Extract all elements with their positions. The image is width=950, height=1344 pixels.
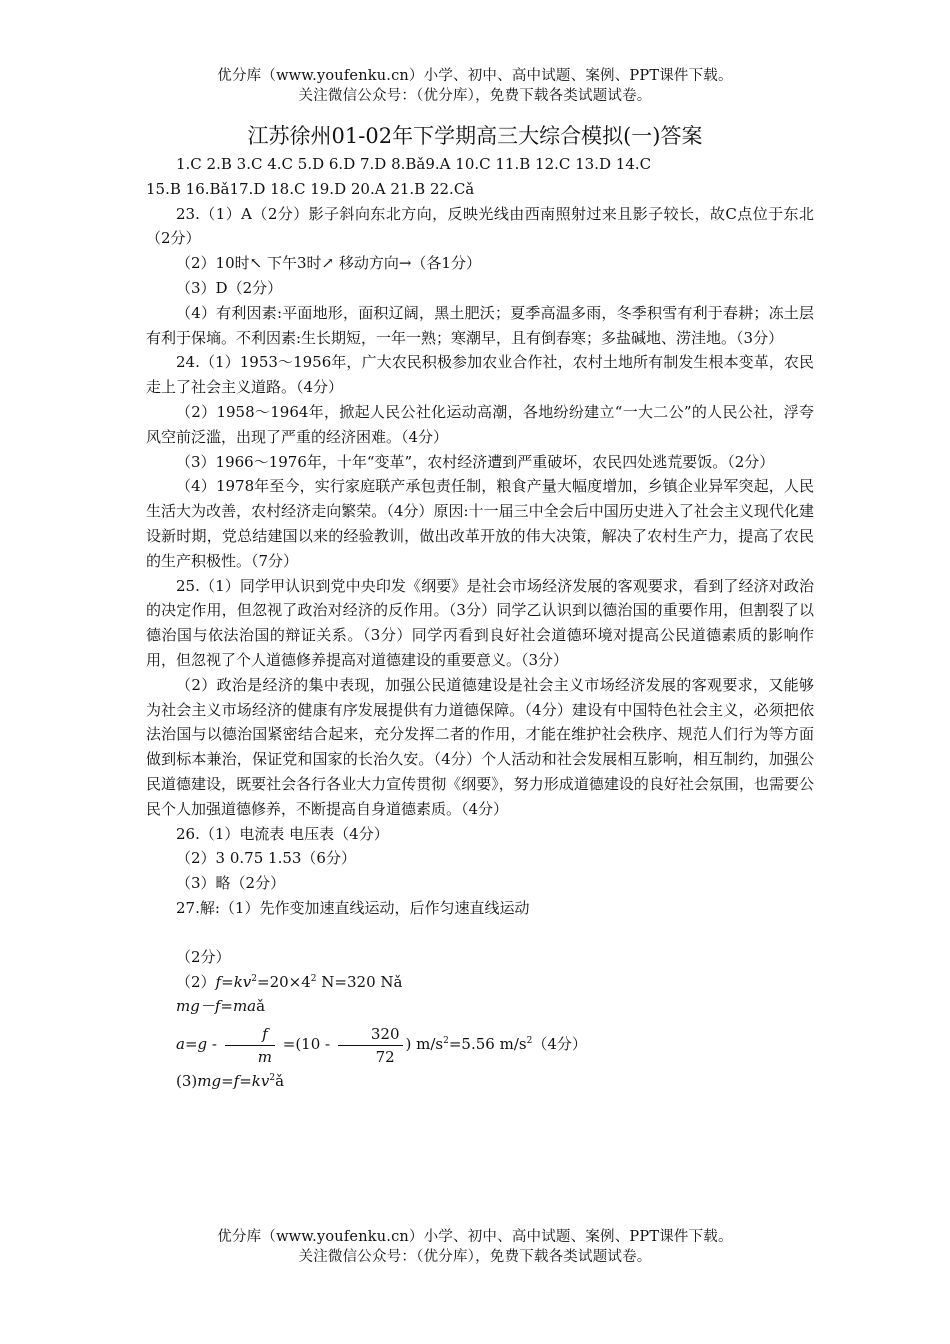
spacer: [146, 921, 814, 945]
footer-line-2: 关注微信公众号：（优分库），免费下载各类试题试卷。: [298, 1249, 652, 1265]
minus: -: [207, 1035, 222, 1054]
exponent: 2: [251, 973, 257, 984]
denominator: 72: [375, 1047, 395, 1066]
q26-part2: （2）3 0.75 1.53（6分）: [176, 849, 356, 868]
q27-formula-5: [146, 1069, 814, 1094]
score: （4分）: [532, 1035, 587, 1054]
q24-part2: （2）1958～1964年，掀起人民公社化运动高潮，各地纷纷建立“一大二公”的人民公社，浮夸风空前泛滥，出现了严重的经济困难。（4分）: [146, 402, 814, 446]
footer-line-1: 优分库（www.youfenku.cn）小学、初中、高中试题、案例、PPT课件下载。: [217, 1229, 733, 1245]
page-header: [0, 66, 950, 106]
q25-part1: 25.（1）同学甲认识到党中央印发《纲要》是社会市场经济发展的客观要求，看到了经济对政治的决定作用，但忽视了政治对经济的反作用。（3分）同学乙认识到以德治国的重要作用，但割裂了以德治国与依法治国的辩证关系。（3分）同学丙看到良好社会道德环境对提高公民道德素质的影响作用，但忽视了个人道德修养提高对道德建设的重要意义。（3分）: [146, 576, 814, 669]
formula-tail: ǎ: [256, 997, 266, 1016]
q26-part3: （3）略（2分）: [176, 874, 286, 893]
header-line-1: 优分库（www.youfenku.cn）小学、初中、高中试题、案例、PPT课件下载。: [217, 68, 733, 84]
formula-tail: ǎ: [275, 1072, 285, 1091]
exponent: 2: [443, 1036, 449, 1047]
q23-part2: （2）10时↖ 下午3时↗ 移动方向→（各1分）: [176, 254, 481, 273]
q23-part4: （4）有利因素:平面地形，面积辽阔，黑土肥沃；夏季高温多雨，冬季积雪有利于春耕；冻土层有利于保墒。不利因素:生长期短，一年一熟；寒潮早，且有倒春寒；多盐碱地、涝洼地。（3分）: [146, 303, 814, 347]
q24-part3: （3）1966～1976年，十年“变革”，农村经济遭到严重破坏，农民四处逃荒要饭。（2分）: [176, 452, 775, 471]
q25-part2: （2）政治是经济的集中表现，加强公民道德建设是社会主义市场经济发展的客观要求，又能够为社会主义市场经济的健康有序发展提供有力道德保障。（4分）建设有中国特色社会主义，必须把依法治国与以德治国紧密结合起来，充分发挥二者的作用，才能在维护社会秩序、规范人们行为等方面做到标本兼治，保证党和国家的长治久安。（4分）个人活动和社会发展相互影响，相互制约，加强公民道德建设，既要社会各行各业大力宣传贯彻《纲要》，努力形成道德建设的良好社会氛围，也需要公民个人加强道德修养，不断提高自身道德素质。（4分）: [146, 675, 814, 818]
q27-formula-2: [146, 970, 814, 995]
var-g: g: [197, 1035, 208, 1054]
formula-tail: N=320 Nǎ: [316, 972, 403, 991]
mc-answers-line-2: 15.B 16.Bǎ17.D 18.C 19.D 20.A 21.B 22.Cǎ: [146, 179, 475, 198]
var-kv: kv: [233, 972, 252, 991]
var-f: f: [215, 972, 222, 991]
exponent: 2: [269, 1073, 276, 1084]
var-a: a: [176, 1035, 185, 1054]
formula-mid: =(10 -: [277, 1035, 335, 1054]
header-line-2: 关注微信公众号：（优分库），免费下载各类试题试卷。: [298, 88, 652, 104]
q27-formula-3: [146, 994, 814, 1019]
formula-equilibrium: mg=f=kv: [197, 1072, 270, 1091]
formula-prefix: （2）: [176, 972, 216, 991]
document-title: 江苏徐州01-02年下学期高三大综合模拟(一)答案: [247, 124, 703, 148]
q27-part1: 27.解:（1）先作变加速直线运动，后作匀速直线运动: [176, 898, 530, 917]
exponent: 2: [526, 1036, 533, 1047]
equals: =: [184, 1035, 198, 1054]
q27-formula-4: [146, 1019, 814, 1069]
fraction-f-over-m: [225, 1023, 275, 1068]
formula-tail: ) m/s: [405, 1035, 444, 1054]
q24-part4: （4）1978年至今，实行家庭联产承包责任制，粮食产量大幅度增加，乡镇企业异军突起，人民生活大为改善，农村经济走向繁荣。（4分）原因:十一届三中全会后中国历史进入了社会主义现代化建设新时期，党总结建国以来的经验教训，做出改革开放的伟大决策，解决了农村生产力，提高了农民的生产积极性。（7分）: [146, 477, 814, 570]
numerator: 320: [338, 1023, 403, 1046]
q23-part3: （3）D（2分）: [176, 278, 283, 297]
formula-newton: mg－f=ma: [176, 997, 257, 1016]
q24-part1: 24.（1）1953～1956年，广大农民积极参加农业合作社，农村土地所有制发生根本变革，农民走上了社会主义道路。（4分）: [146, 353, 814, 397]
q23-part1: 23.（1）A（2分）影子斜向东北方向，反映光线由西南照射过来且影子较长，故C点位于东北（2分）: [146, 204, 814, 248]
denominator: m: [257, 1047, 272, 1066]
fraction-320-over-72: [338, 1023, 403, 1068]
q26-part1: 26.（1）电流表 电压表（4分）: [176, 824, 389, 843]
numerator: f: [225, 1023, 275, 1046]
q27-score-1: （2分）: [176, 947, 231, 966]
equals: =: [221, 972, 234, 991]
formula-prefix: (3): [176, 1072, 198, 1091]
mc-answers-line-1: 1.C 2.B 3.C 4.C 5.D 6.D 7.D 8.Bǎ9.A 10.C 11.B 12.C 13.D 14.C: [176, 155, 652, 173]
formula-tail: =5.56 m/s: [448, 1035, 527, 1054]
exponent: 2: [310, 973, 317, 984]
formula-mid: =20×4: [257, 972, 311, 991]
page-footer: [0, 1227, 950, 1267]
answer-body: [146, 152, 814, 1094]
